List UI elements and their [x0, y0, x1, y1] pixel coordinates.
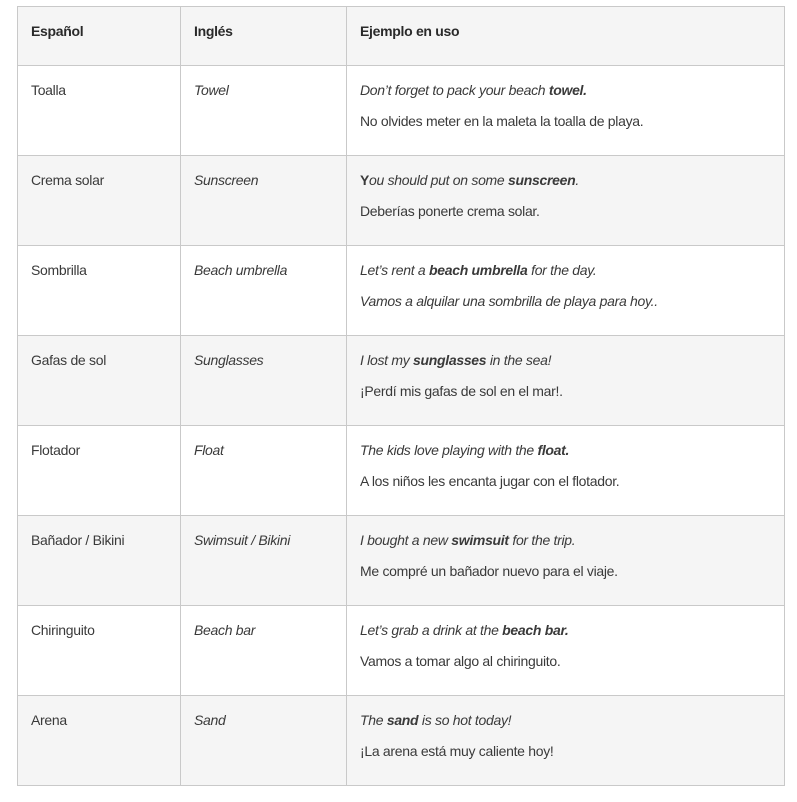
cell-spanish: Sombrilla [18, 246, 181, 336]
cell-spanish: Chiringuito [18, 606, 181, 696]
cell-spanish: Gafas de sol [18, 336, 181, 426]
table-row [18, 66, 785, 156]
example-english: The sand is so hot today! [360, 712, 512, 728]
cell-english: Beach bar [181, 606, 347, 696]
header-example: Ejemplo en uso [347, 7, 785, 66]
header-spanish: Español [18, 7, 181, 66]
cell-example [347, 246, 785, 336]
cell-english: Sunscreen [181, 156, 347, 246]
cell-spanish: Crema solar [18, 156, 181, 246]
table-row [18, 606, 785, 696]
cell-english: Sand [181, 696, 347, 786]
cell-example [347, 696, 785, 786]
table-row [18, 696, 785, 786]
table-row [18, 516, 785, 606]
example-english: I bought a new swimsuit for the trip. [360, 532, 576, 548]
cell-spanish: Arena [18, 696, 181, 786]
example-english: The kids love playing with the float. [360, 442, 570, 458]
table-row [18, 246, 785, 336]
cell-spanish: Bañador / Bikini [18, 516, 181, 606]
cell-example [347, 66, 785, 156]
cell-example [347, 606, 785, 696]
cell-example [347, 336, 785, 426]
cell-example [347, 516, 785, 606]
example-spanish: Deberías ponerte crema solar. [360, 203, 540, 219]
cell-example [347, 426, 785, 516]
example-spanish: ¡Perdí mis gafas de sol en el mar!. [360, 383, 563, 399]
example-spanish: Me compré un bañador nuevo para el viaje. [360, 563, 618, 579]
example-english: Don’t forget to pack your beach towel. [360, 82, 587, 98]
cell-english: Float [181, 426, 347, 516]
example-spanish: Vamos a tomar algo al chiringuito. [360, 653, 561, 669]
table-row [18, 156, 785, 246]
cell-spanish: Flotador [18, 426, 181, 516]
cell-english: Sunglasses [181, 336, 347, 426]
table-row [18, 426, 785, 516]
vocabulary-table-wrapper [17, 6, 784, 786]
vocabulary-table [17, 6, 785, 786]
example-english: Let’s rent a beach umbrella for the day. [360, 262, 597, 278]
example-spanish: No olvides meter en la maleta la toalla de playa. [360, 113, 644, 129]
example-english: Let’s grab a drink at the beach bar. [360, 622, 569, 638]
cell-english: Towel [181, 66, 347, 156]
example-english: You should put on some sunscreen. [360, 172, 579, 188]
cell-spanish: Toalla [18, 66, 181, 156]
header-english: Inglés [181, 7, 347, 66]
table-header-row [18, 7, 785, 66]
cell-english: Beach umbrella [181, 246, 347, 336]
cell-example [347, 156, 785, 246]
cell-english: Swimsuit / Bikini [181, 516, 347, 606]
example-spanish: ¡La arena está muy caliente hoy! [360, 743, 554, 759]
example-spanish: A los niños les encanta jugar con el flotador. [360, 473, 620, 489]
example-english: I lost my sunglasses in the sea! [360, 352, 552, 368]
table-row [18, 336, 785, 426]
example-spanish: Vamos a alquilar una sombrilla de playa para hoy.. [360, 293, 658, 309]
